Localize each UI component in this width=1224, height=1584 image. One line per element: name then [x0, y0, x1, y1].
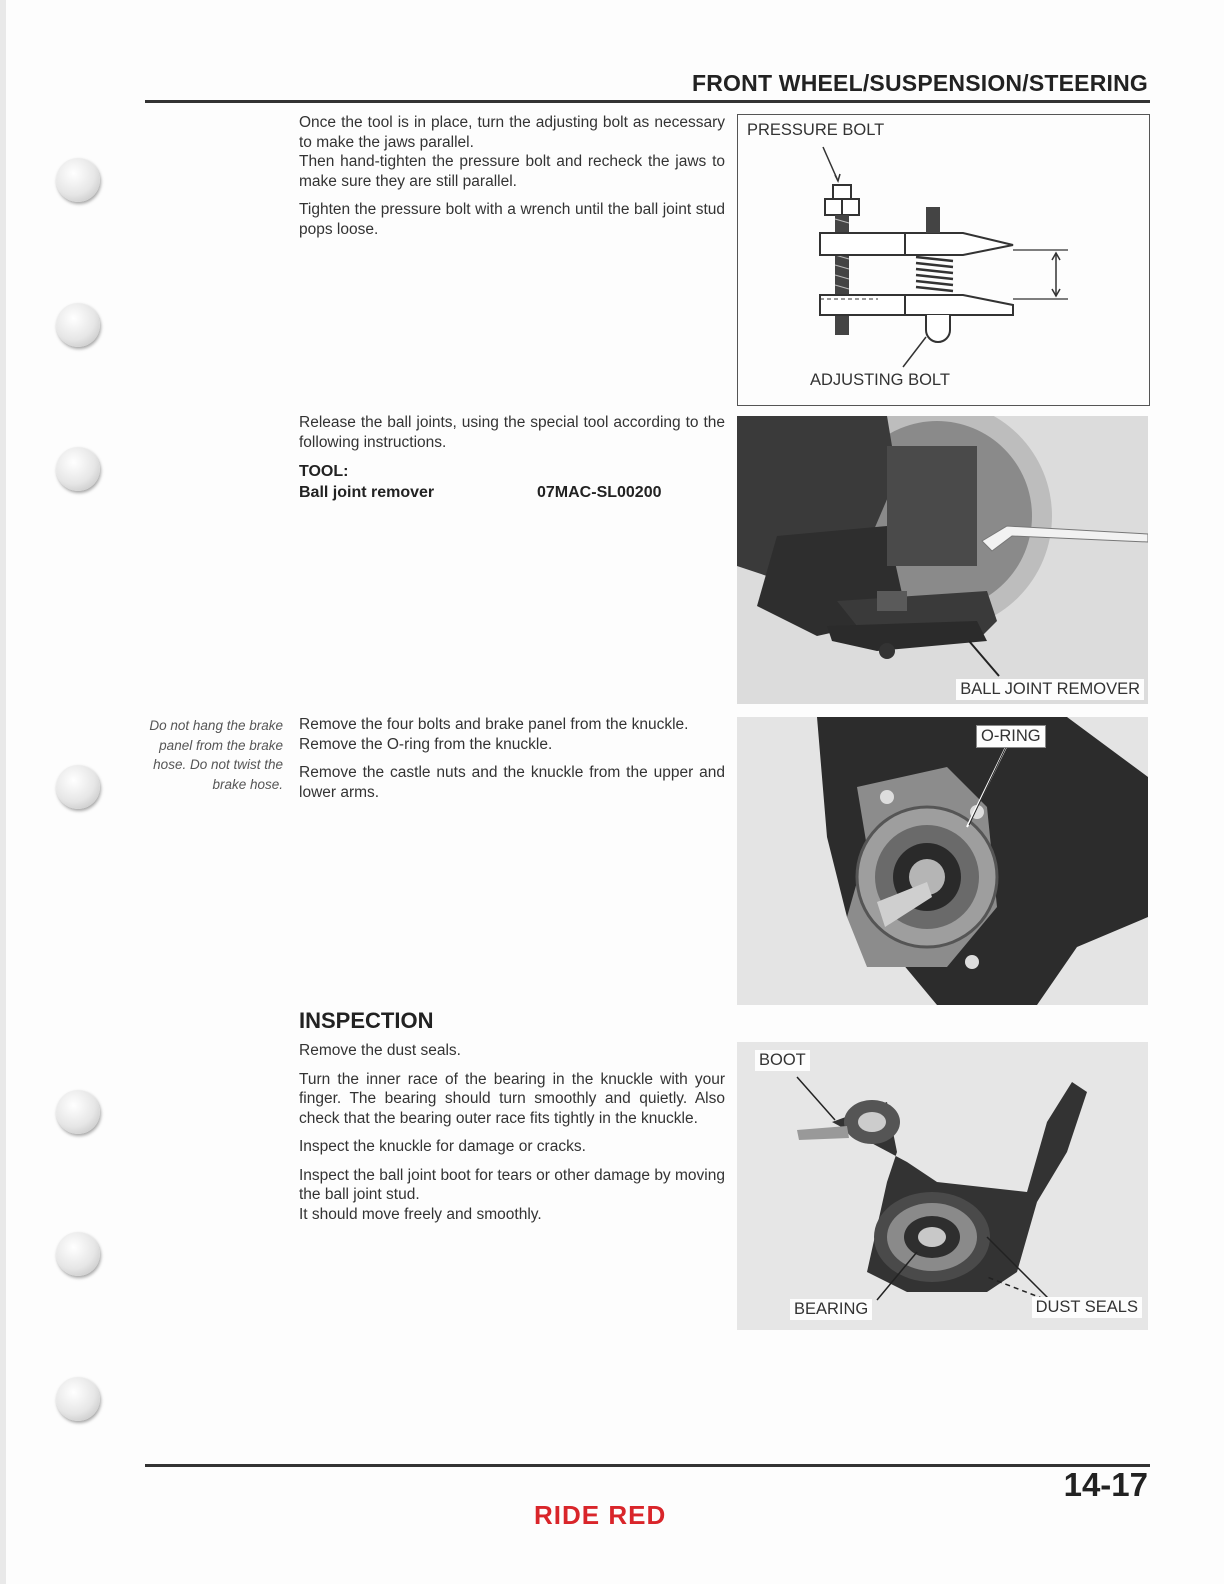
binder-hole	[56, 1232, 100, 1276]
header-rule	[145, 100, 1150, 103]
caution-note: Do not hang the brake panel from the brake hose. Do not twist the brake hose.	[149, 718, 283, 792]
brand-logo: RIDE RED	[534, 1500, 667, 1530]
tool-diagram	[737, 114, 1150, 406]
remove-bolts-para: Remove the four bolts and brake panel from the knuckle.	[299, 716, 689, 733]
ball-joint-remover-image	[737, 416, 1148, 704]
o-ring-label: O-RING	[976, 725, 1046, 748]
tool-label: TOOL:	[299, 463, 349, 480]
dust-seals-label: DUST SEALS	[1032, 1297, 1142, 1318]
release-instructions	[299, 413, 725, 502]
knuckle-damage-para: Inspect the knuckle for damage or cracks.	[299, 1138, 586, 1155]
boot-label: BOOT	[755, 1050, 810, 1071]
tool-name: Ball joint remover	[299, 483, 435, 501]
inspection-title: INSPECTION	[299, 1008, 434, 1033]
knuckle-bearing-photo	[737, 1042, 1148, 1330]
ball-joint-remover-photo	[737, 416, 1148, 704]
binder-hole	[56, 447, 100, 491]
boot-para: Inspect the ball joint boot for tears or other damage by moving the ball joint stud.	[299, 1166, 725, 1203]
remove-oring-para: Remove the O-ring from the knuckle.	[299, 735, 553, 753]
adjust-para: Once the tool is in place, turn the adjusting bolt as necessary to make the jaws parallel.	[299, 114, 725, 151]
removal-instructions	[299, 715, 725, 802]
bearing-label: BEARING	[790, 1299, 872, 1320]
page-number: 14-17	[1063, 1466, 1148, 1503]
binder-hole	[56, 303, 100, 347]
adjust-instructions	[299, 113, 725, 239]
remove-knuckle-para: Remove the castle nuts and the knuckle from the upper and lower arms.	[299, 764, 725, 801]
footer-rule	[145, 1464, 1150, 1467]
knuckle-bearing-image	[737, 1042, 1148, 1330]
section-header: FRONT WHEEL/SUSPENSION/STEERING	[691, 70, 1148, 96]
ball-joint-remover-label: BALL JOINT REMOVER	[956, 679, 1144, 700]
adjusting-bolt-label: ADJUSTING BOLT	[806, 370, 954, 391]
knuckle-oring-photo	[737, 717, 1148, 1005]
binder-hole	[56, 765, 100, 809]
tool-diagram-drawing	[738, 115, 1149, 405]
move-freely-para: It should move freely and smoothly.	[299, 1205, 542, 1223]
tool-number: 07MAC-SL00200	[537, 483, 662, 501]
tool-row	[299, 483, 725, 503]
release-para: Release the ball joints, using the special tool according to the following instructions.	[299, 414, 725, 451]
page-edge	[0, 0, 6, 1584]
pop-para: Tighten the pressure bolt with a wrench until the ball joint stud pops loose.	[299, 201, 725, 238]
knuckle-oring-image	[737, 717, 1148, 1005]
binder-hole	[56, 158, 100, 202]
tighten-para: Then hand-tighten the pressure bolt and recheck the jaws to make sure they are still parallel.	[299, 153, 725, 190]
binder-hole	[56, 1090, 100, 1134]
dust-seals-para: Remove the dust seals.	[299, 1042, 461, 1059]
bearing-para: Turn the inner race of the bearing in the knuckle with your finger. The bearing should turn smoothly and quietly. Also check that the bearing outer race fits tightly in the knuckle.	[299, 1070, 725, 1127]
binder-hole	[56, 1377, 100, 1421]
pressure-bolt-label: PRESSURE BOLT	[743, 120, 888, 141]
inspection-instructions	[299, 1041, 725, 1224]
